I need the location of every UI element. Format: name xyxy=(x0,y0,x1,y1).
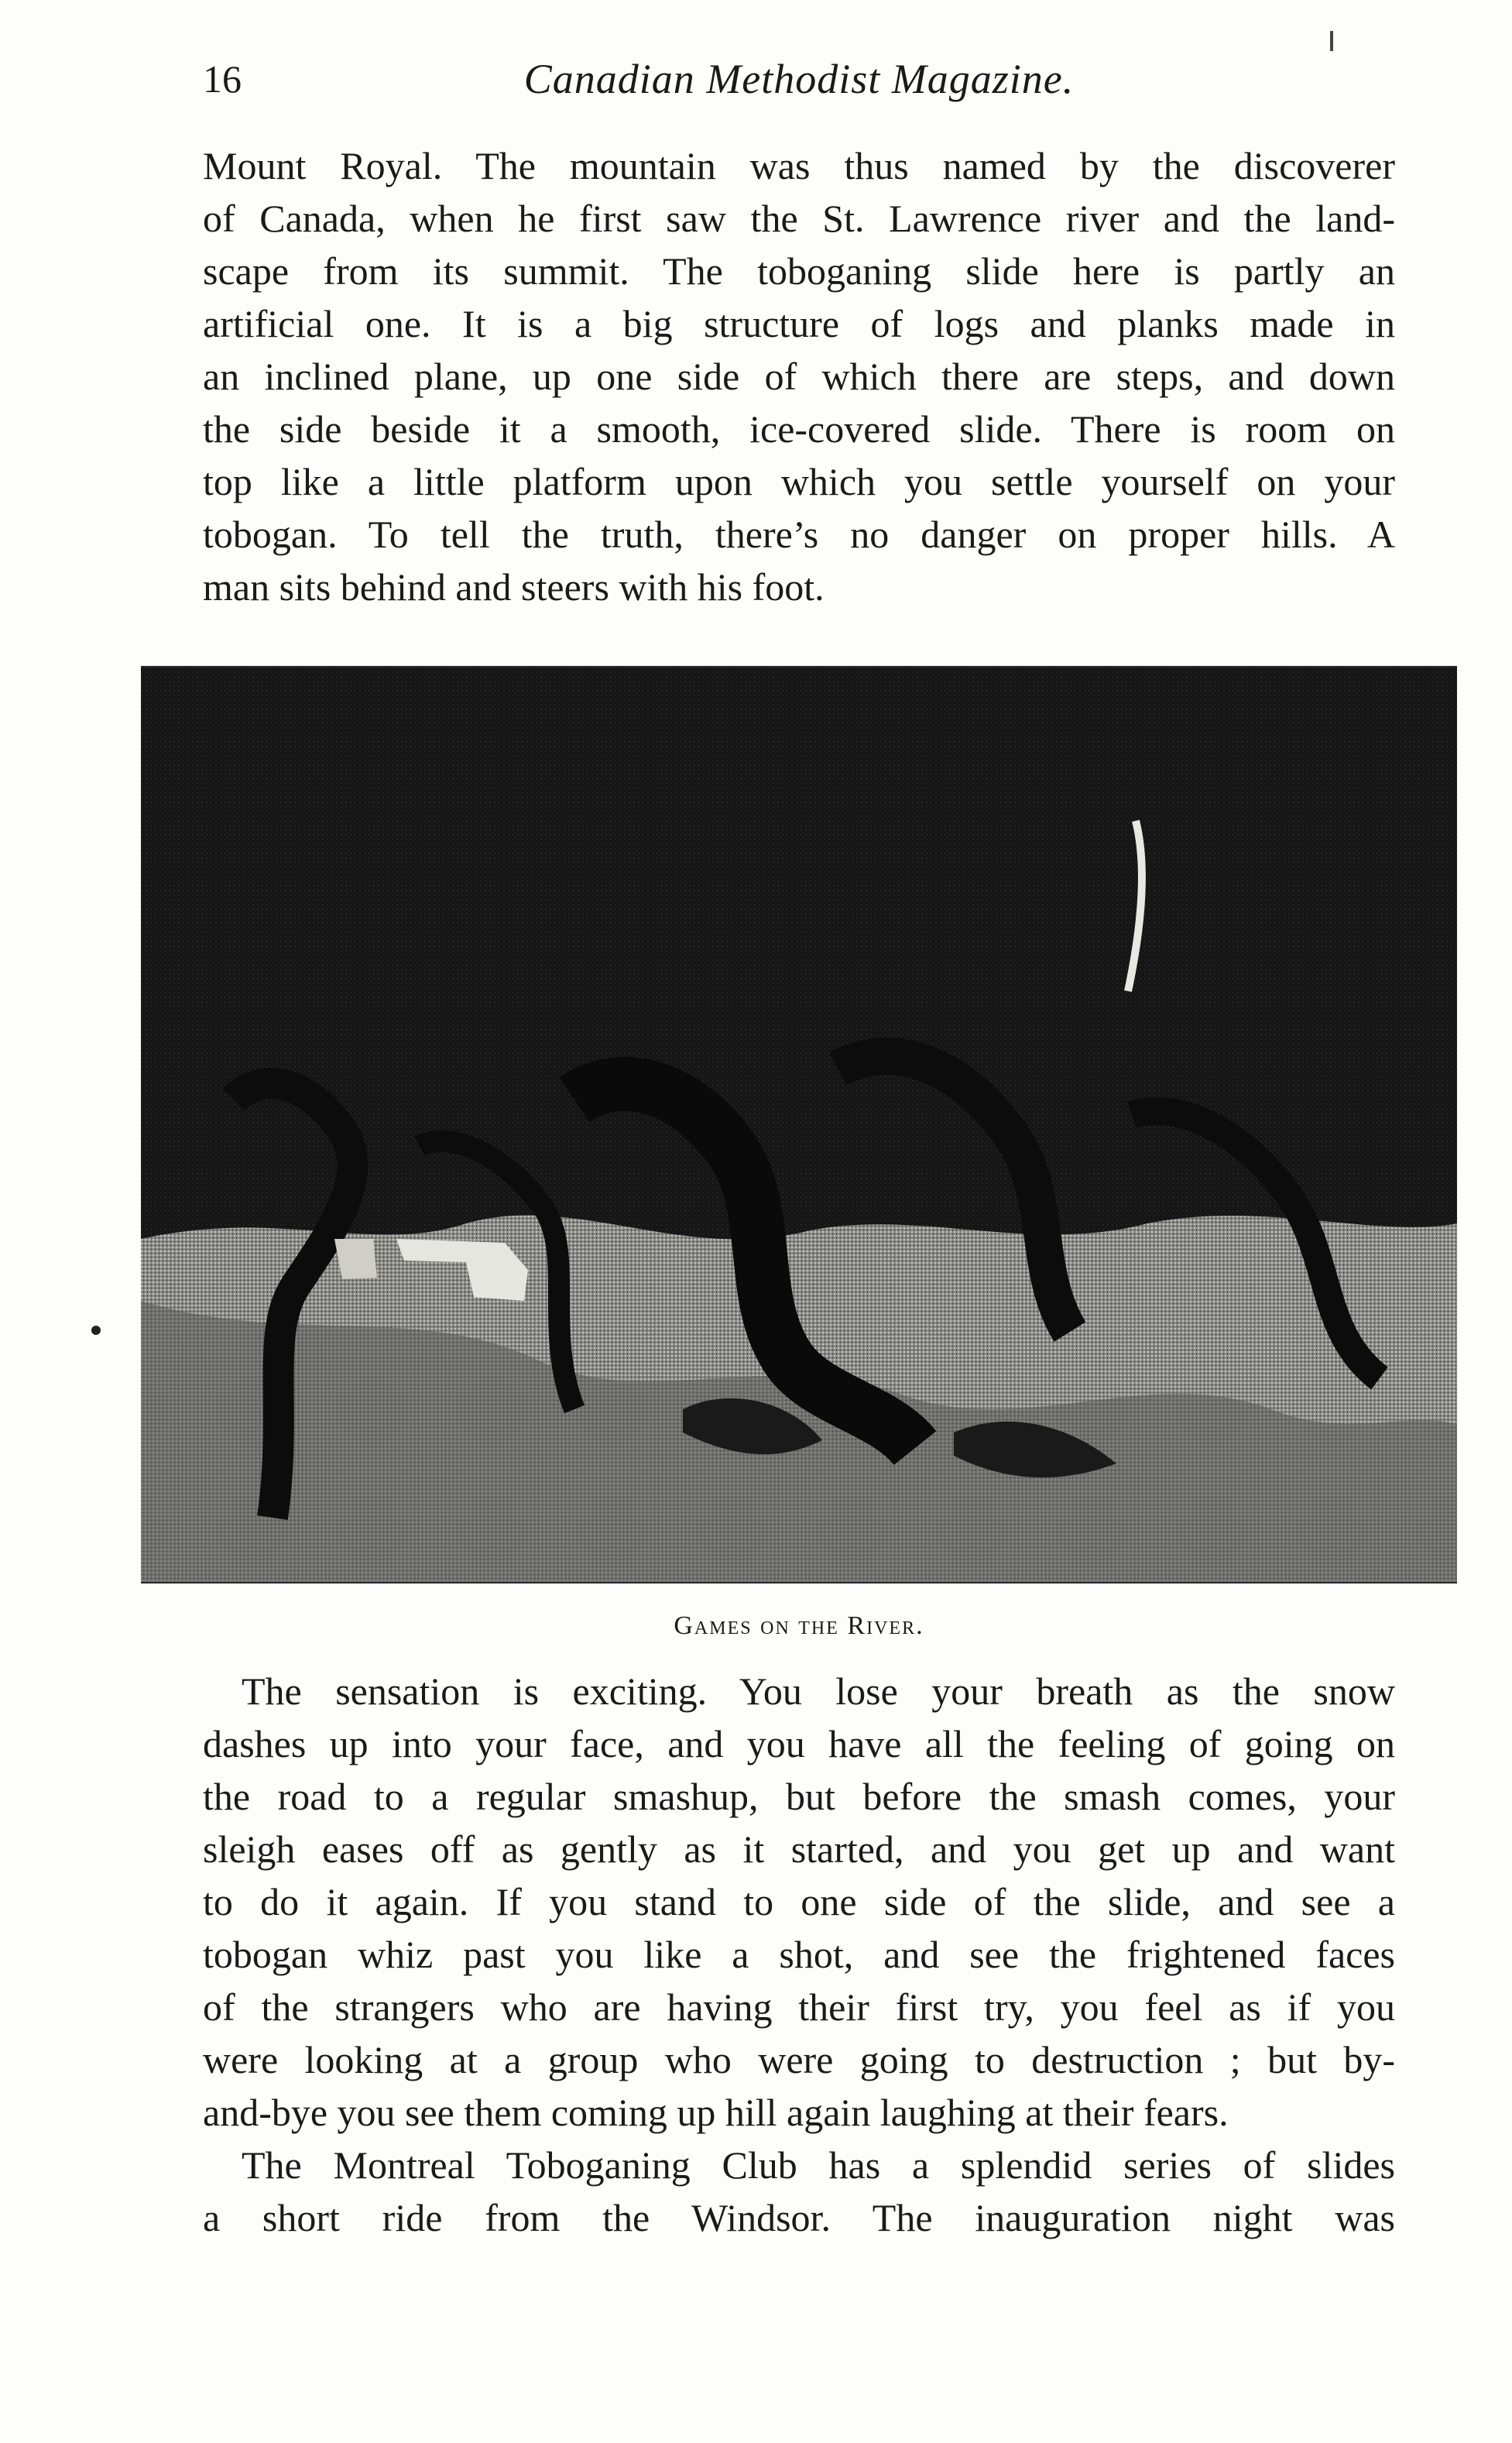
running-head xyxy=(203,48,1395,110)
text-line: an inclined plane, up one side of which there are steps, and down xyxy=(203,355,1395,398)
text-line: sleigh eases off as gently as it started, and you get up and want xyxy=(203,1827,1395,1871)
text-line: man sits behind and steers with his foot. xyxy=(203,565,825,609)
page-number: 16 xyxy=(203,57,242,101)
text-line: top like a little platform upon which you settle yourself on your xyxy=(203,460,1395,503)
text-line: scape from its summit. The toboganing slide here is partly an xyxy=(203,249,1395,293)
text-line: Mount Royal. The mountain was thus named by the discoverer xyxy=(203,144,1395,187)
text-line: The sensation is exciting. You lose your breath as the snow xyxy=(242,1669,1395,1713)
text-line: the road to a regular smashup, but before the smash comes, your xyxy=(203,1775,1395,1818)
text-line: were looking at a group who were going to destruction ; but by- xyxy=(203,2038,1395,2081)
text-line: dashes up into your face, and you have all the feeling of going on xyxy=(203,1722,1395,1765)
text-line: and-bye you see them coming up hill again laughing at their fears. xyxy=(203,2091,1229,2134)
bottom-paragraphs xyxy=(203,1665,1395,2244)
journal-title: Canadian Methodist Magazine. xyxy=(523,56,1075,102)
text-line: of Canada, when he first saw the St. Lawrence river and the land- xyxy=(203,197,1395,240)
text-line: a short ride from the Windsor. The inauguration night was xyxy=(203,2196,1395,2239)
engraving-artwork xyxy=(141,666,1457,1583)
text-line: The Montreal Toboganing Club has a splendid series of slides xyxy=(242,2143,1395,2187)
text-line: of the strangers who are having their first try, you feel as if you xyxy=(203,1985,1395,2029)
engraving-illustration xyxy=(141,666,1457,1583)
text-line: tobogan. To tell the truth, there’s no danger on proper hills. A xyxy=(203,513,1395,556)
illustration-caption: Games on the River. xyxy=(674,1611,924,1640)
top-paragraph xyxy=(203,139,1395,613)
text-line: tobogan whiz past you like a shot, and see the frightened faces xyxy=(203,1933,1395,1976)
text-line: to do it again. If you stand to one side of the slide, and see a xyxy=(203,1880,1395,1923)
text-line: the side beside it a smooth, ice-covered slide. There is room on xyxy=(203,407,1395,451)
margin-dot xyxy=(91,1326,101,1335)
text-line: artificial one. It is a big structure of logs and planks made in xyxy=(203,302,1395,345)
